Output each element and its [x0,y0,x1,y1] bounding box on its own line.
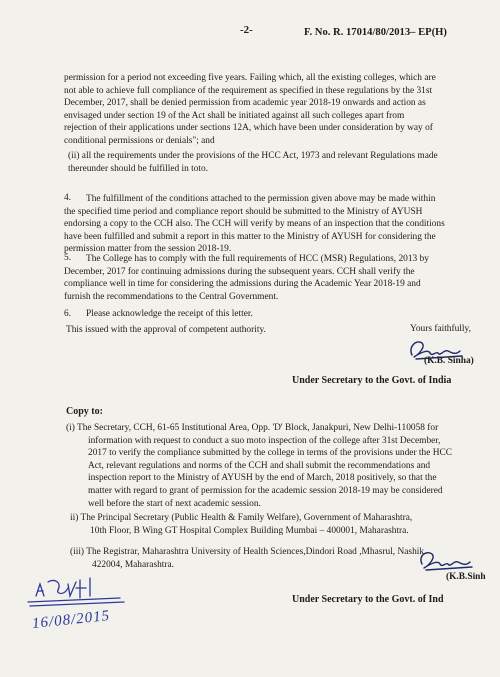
copy-to-item-2 [70,512,474,537]
clause-ii-line: (ii) all the requirements under the provisions of the HCC Act, 1973 and relevant Regulations made [68,151,438,161]
para6-number: 6. [64,309,72,319]
continuation-line: conditional permissions or denials"; and [64,135,215,146]
received-stamp-date: 16/08/2015 [31,607,111,633]
continuation-line: not able to achieve full compliance of the requirement as specified in these regulations by the 31st [64,85,433,96]
para4-line: The fulfillment of the conditions attached to the permission given above may be made within [86,194,436,204]
para5-line: compliance well in time for considering the admissions during the Academic Year 2018-19 and [64,279,421,290]
continuation-line: December, 2017, shall be denied permission from academic year 2018-19 onwards and action as [64,98,426,109]
file-number: F. No. R. 17014/80/2013– EP(H) [304,27,447,38]
para4-line: endorsing a copy to the CCH also. The CCH will verify by means of an inspection that the conditions [64,219,445,230]
para5-number: 5. [64,253,72,263]
copy1-line: matter with regard to grant of permission for the academic session 2018-19 may be considered [88,485,443,496]
para4-line: permission matter from the session 2018-19. [64,244,232,255]
clause-ii-line: thereunder should be fulfilled in toto. [68,163,209,174]
page-number: -2- [240,24,253,36]
copy3-line: 422004, Maharashtra. [92,559,175,570]
signatory-designation: Under Secretary to the Govt. of India [292,375,452,386]
yours-faithfully: Yours faithfully, [410,324,471,334]
continuation-line: envisaged under section 19 of the Act shall be initiated against all such colleges apart from [64,110,405,121]
signatory-designation-2: Under Secretary to the Govt. of Ind [292,594,444,605]
copy1-line: information with request to conduct a suo moto inspection of the college after 31st December, [88,435,441,446]
paragraph-6: Please acknowledge the receipt of this letter. [86,309,253,319]
para5-line: furnish the recommendations to the Central Government. [64,291,279,302]
copy2-line: ii) The Principal Secretary (Public Health & Family Welfare), Government of Maharashtra, [70,513,413,523]
copy-to-heading: Copy to: [66,406,103,417]
copy1-line: well before the start of next academic session. [88,498,261,509]
clause-ii [68,150,472,175]
para5-line: December, 2017 for continuing admissions during the subsequent years. CCH shall verify the [64,266,415,277]
continuation-paragraph [64,72,468,148]
signatory-name: (K.B. Sinha) [424,356,474,366]
paragraph-4 [64,193,468,256]
para4-number: 4. [64,193,72,203]
copy1-line: inspection report to the Ministry of AYUSH by the end of March, 2018 positively, so that the [88,473,437,484]
copy1-line: Act, relevant regulations and norms of the CCH and shall submit the recommendations and [88,460,431,471]
copy1-line: (i) The Secretary, CCH, 61-65 Institutional Area, Opp. 'D' Block, Janakpuri, New Delhi-110058 for [66,423,439,433]
para4-line: have been fulfilled and submit a report in this matter to the Ministry of AYUSH for considering the [64,231,436,242]
copy1-line: 2017 to verify the compliance submitted by the college in terms of the provisions under the HCC [88,448,452,459]
continuation-line: permission for a period not exceeding five years. Failing which, all the existing colleges, which are [64,73,436,83]
copy-to-item-1 [66,422,470,510]
approval-line: This issued with the approval of competent authority. [66,325,266,335]
signatory-name-2: (K.B.Sinh [446,572,486,582]
para4-line: the specified time period and compliance report should be submitted to the Ministry of AYUSH [64,206,423,217]
para5-line: The College has to comply with the full requirements of HCC (MSR) Regulations, 2013 by [86,254,429,264]
copy3-line: (iii) The Registrar, Maharashtra University of Health Sciences,Dindori Road ,Mhasrul, Nashik [70,547,425,557]
copy2-line: 10th Floor, B Wing GT Hospital Complex Building Mumbai – 400001, Maharashtra. [90,525,409,536]
continuation-line: rejection of their applications under sections 12A, which have been under consideration by way of [64,123,433,134]
paragraph-5 [64,253,468,303]
